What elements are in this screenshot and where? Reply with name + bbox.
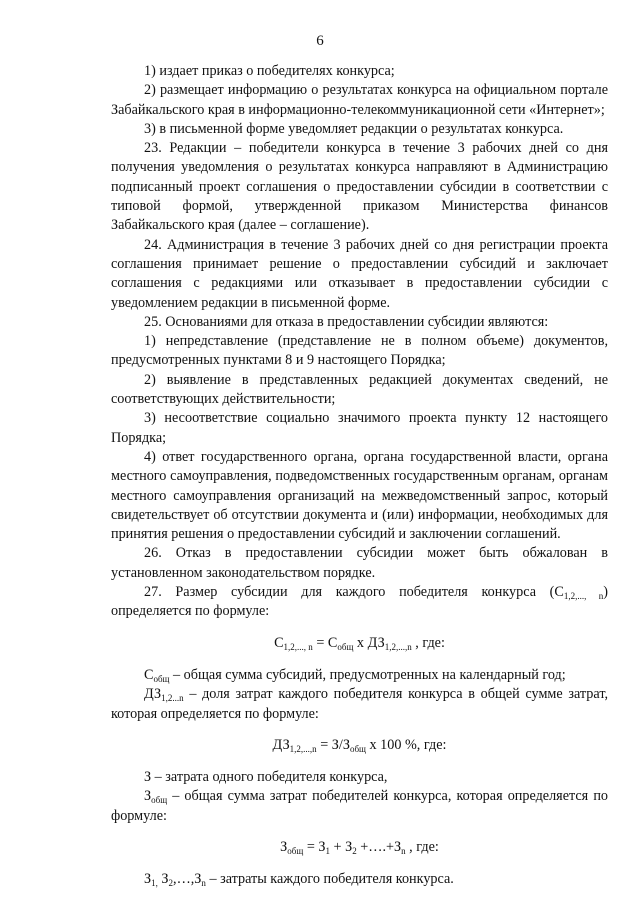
- formula-subsidy: $С_{1,2,..., n} = С_{общ}$ х $ДЗ_{1,2,...,n}$ , где:: [274, 634, 445, 652]
- paragraph-27: 27. Размер субсидии для каждого победителя конкурса $(С_{1,2,..., n})$ определяется по формуле:: [111, 584, 608, 620]
- paragraph-24: 24. Администрация в течение 3 рабочих дней со дня регистрации проекта соглашения принимает решение о предоставлении субсидий и заключает соглашения с редакциями или отказывает в предоставлении субсидии с уведомлением редакции в письменной форме.: [111, 236, 608, 311]
- paragraph-25-3: 3) несоответствие социально значимого проекта пункту 12 настоящего Порядка;: [111, 410, 608, 446]
- paragraph-25-2: 2) выявление в представленных редакцией документах сведений, не соответствующих действительности;: [111, 371, 608, 408]
- paragraph-22-2: 2) размещает информацию о результатах конкурса на официальном портале Забайкальского края в информационно-телекоммуникационной сети «Интернет»;: [111, 82, 608, 118]
- document-body: [111, 62, 608, 890]
- definition-total-cost: $З_{общ}$ – общая сумма затрат победителей конкурса, которая определяется по формуле:: [111, 788, 608, 824]
- paragraph-22-1: 1) издает приказ о победителях конкурса;: [144, 63, 395, 79]
- definition-each-cost: $З_{1,}$ $З_2,\dots,З_n$ – затраты каждого победителя конкурса.: [144, 871, 454, 889]
- paragraph-25-1: 1) непредставление (представление не в полном объеме) документов, предусмотренных пунктами 8 и 9 настоящего Порядка;: [111, 333, 608, 369]
- definition-single-cost: З – затрата одного победителя конкурса,: [144, 769, 388, 786]
- paragraph-26: 26. Отказ в предоставлении субсидии может быть обжалован в установленном законодательством порядке.: [111, 545, 608, 581]
- paragraph-23: 23. Редакции – победители конкурса в течение 3 рабочих дней со дня получения уведомления о результатах конкурса направляют в Администрацию подписанный проект соглашения о предоставлении субсидии в соответствии с типовой формой, утвержденной приказом Министерства финансов Забайкальского края (далее – соглашение).: [111, 140, 608, 234]
- paragraph-25: 25. Основаниями для отказа в предоставлении субсидии являются:: [144, 313, 549, 330]
- definition-total-subsidy: $С_{общ}$ – общая сумма субсидий, предусмотренных на календарный год;: [144, 666, 566, 684]
- page-number: 6: [316, 33, 324, 49]
- paragraph-22-3: 3) в письменной форме уведомляет редакции о результатах конкурса.: [144, 120, 564, 137]
- formula-cost-share: $ДЗ_{1,2,...,n} = З/З_{общ}$ х 100 %, где:: [272, 736, 447, 754]
- definition-cost-share: $ДЗ_{1,2...n}$ – доля затрат каждого победителя конкурса в общей сумме затрат, которая определяется по формуле:: [111, 686, 608, 722]
- formula-total-cost: $З_{общ} = З_1 + З_2$ $+\dots.+З_n$ , где:: [280, 838, 439, 856]
- paragraph-25-4: 4) ответ государственного органа, органа государственной власти, органа местного самоуправления, подведомственных государственным органам, органам местного самоуправления организаций на межведомственный запрос, который свидетельствует об отсутствии документа и (или) информации, необходимых для принятия решения о предоставлении субсидий и заключении соглашений.: [111, 448, 608, 543]
